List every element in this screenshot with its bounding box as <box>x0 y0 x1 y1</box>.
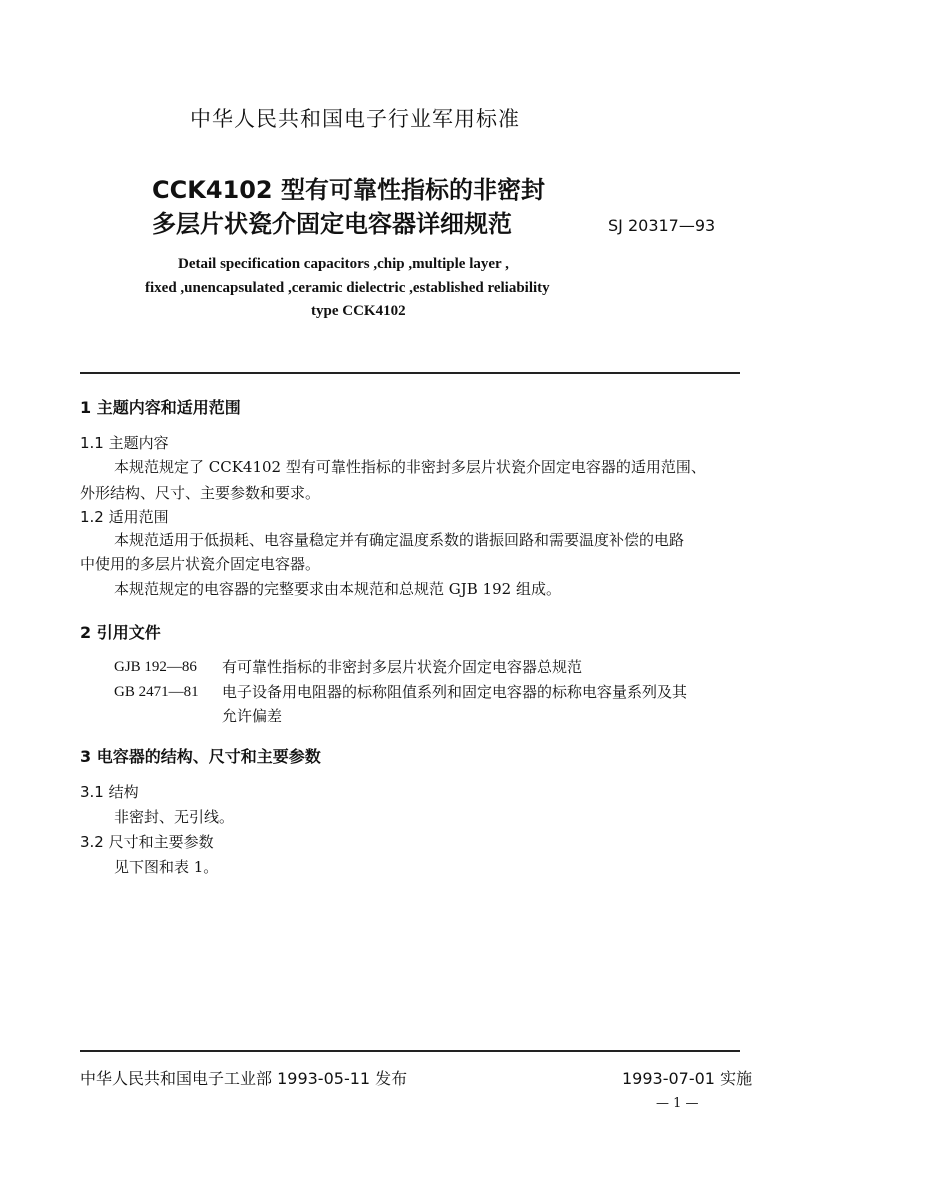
standard-org-title: 中华人民共和国电子行业军用标准 <box>190 107 520 131</box>
standard-code: SJ 20317—93 <box>608 216 716 235</box>
effective-date: 1993-07-01 实施 <box>622 1069 753 1088</box>
issue-date: 中华人民共和国电子工业部 1993-05-11 发布 <box>80 1069 408 1088</box>
section-1-2-para-line1: 本规范适用于低损耗、电容量稳定并有确定温度系数的谐振回路和需要温度补偿的电路 <box>114 531 685 549</box>
section-1-2-para-line3: 本规范规定的电容器的完整要求由本规范和总规范 GJB 192 组成。 <box>114 580 561 598</box>
reference-1-title: 有可靠性指标的非密封多层片状瓷介固定电容器总规范 <box>222 658 583 676</box>
reference-2-code: GB 2471—81 <box>114 684 199 700</box>
section-3-1-heading: 3.1 结构 <box>80 783 139 801</box>
english-title-line3: type CCK4102 <box>311 303 406 319</box>
footer-divider <box>80 1050 740 1052</box>
section-3-2-para: 见下图和表 1。 <box>114 858 219 876</box>
page-number: — 1 — <box>656 1096 699 1111</box>
english-title-line2: fixed ,unencapsulated ,ceramic dielectric ,established reliability <box>145 280 550 296</box>
section-1-heading: 1 主题内容和适用范围 <box>80 398 241 417</box>
document-title-line1: CCK4102 型有可靠性指标的非密封 <box>152 176 545 204</box>
reference-2-title: 电子设备用电阻器的标称阻值系列和固定电容器的标称电容量系列及其 <box>222 683 688 701</box>
section-1-2-heading: 1.2 适用范围 <box>80 508 169 526</box>
section-1-1-para-line2: 外形结构、尺寸、主要参数和要求。 <box>80 484 321 502</box>
english-title-line1: Detail specification capacitors ,chip ,multiple layer , <box>178 256 509 272</box>
header-divider <box>80 372 740 374</box>
section-3-1-para: 非密封、无引线。 <box>114 808 235 826</box>
section-1-1-para-line1: 本规范规定了 CCK4102 型有可靠性指标的非密封多层片状瓷介固定电容器的适用范围、 <box>114 458 706 476</box>
section-2-heading: 2 引用文件 <box>80 623 161 642</box>
section-3-heading: 3 电容器的结构、尺寸和主要参数 <box>80 747 321 766</box>
reference-2-title-cont: 允许偏差 <box>222 707 283 725</box>
section-1-1-heading: 1.1 主题内容 <box>80 434 169 452</box>
reference-1-code: GJB 192—86 <box>114 659 197 675</box>
section-1-2-para-line2: 中使用的多层片状瓷介固定电容器。 <box>80 555 321 573</box>
document-title-line2: 多层片状瓷介固定电容器详细规范 <box>152 210 512 238</box>
section-3-2-heading: 3.2 尺寸和主要参数 <box>80 833 214 851</box>
